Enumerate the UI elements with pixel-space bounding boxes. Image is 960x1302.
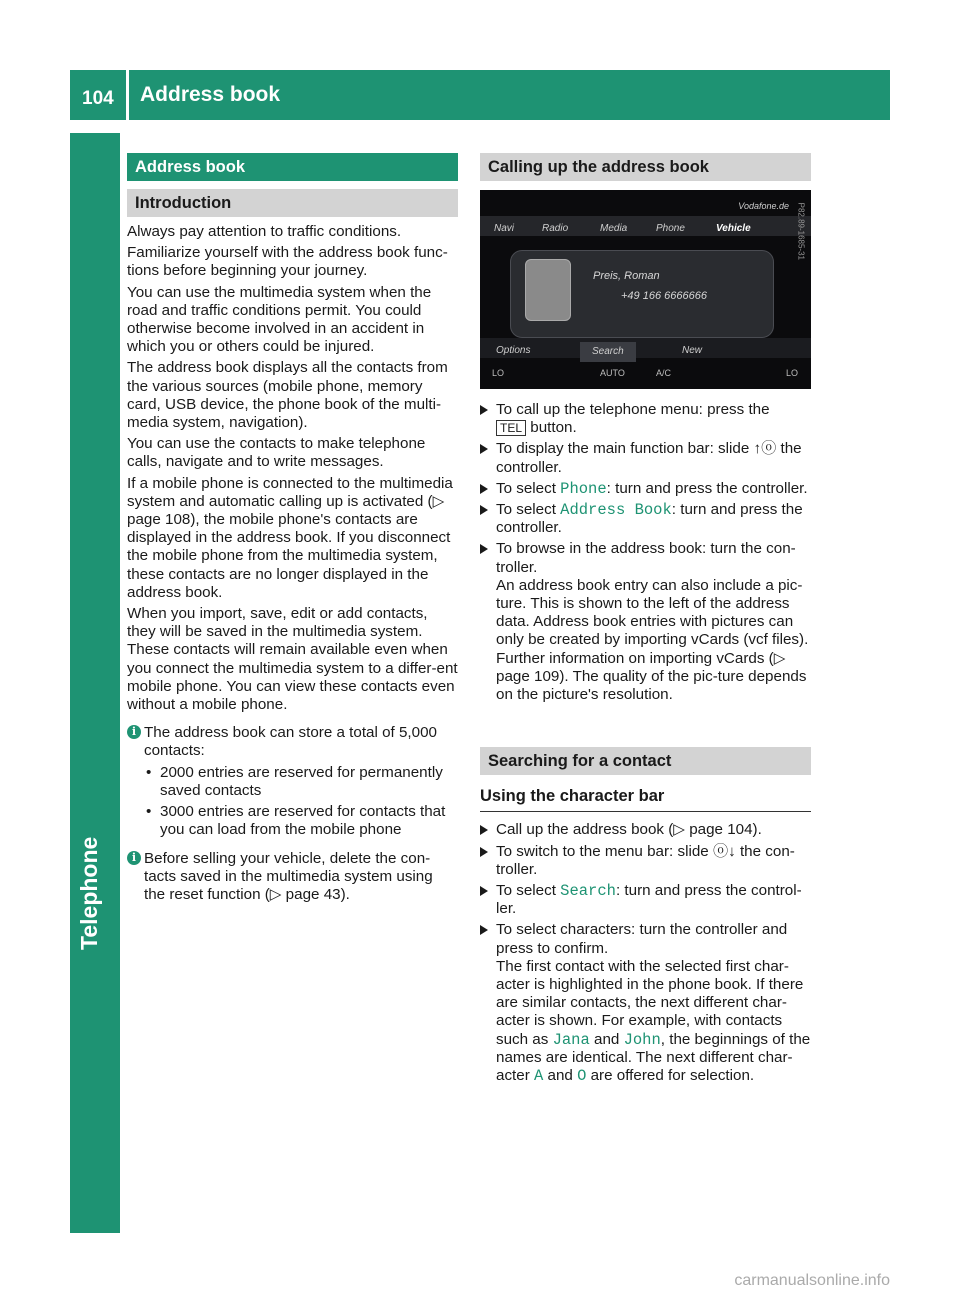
step-arrow-icon [480,484,488,494]
page-header [70,70,890,120]
image-code: P82.89-1685-31 [796,202,805,260]
paragraph: Familiarize yourself with the address book func-tions before beginning your journey. [127,244,448,280]
info-text: Before selling your vehicle, delete the con-tacts saved in the multimedia system using the reset function (▷ page 43). [144,849,433,903]
right-column [480,153,811,1088]
step-arrow-icon [480,925,488,935]
contact-photo [525,259,571,321]
step-arrow-icon [480,544,488,554]
step-arrow-icon [480,886,488,896]
climate-auto: AUTO [600,368,625,378]
info-note [127,850,458,905]
section-title-address-book: Address book [127,153,458,181]
page-number: 104 [82,88,114,109]
paragraph: You can use the contacts to make telephone calls, navigate and to write messages. [127,435,426,471]
step-item: To select Search: turn and press the control-ler. [480,882,811,918]
step-list-calling [480,401,811,704]
left-column [127,153,458,907]
info-icon: i [127,725,141,739]
menu-new: New [682,345,703,356]
paragraph: If a mobile phone is connected to the multimedia system and automatic calling up is activated (▷ page 108), the mobile phone's contacts are displayed in the address book. If you disconnect the mobile phone from the multimedia system, these contacts are no longer displayed in the address book. [127,474,453,601]
contact-number: +49 166 6666666 [621,290,707,302]
status-text: Vodafone.de [738,201,789,211]
watermark: carmanualsonline.info [734,1272,890,1289]
step-arrow-icon [480,825,488,835]
climate-left-temp: LO [492,368,505,378]
paragraph: Always pay attention to traffic conditions. [127,223,402,240]
list-item: • 3000 entries are reserved for contacts that you can load from the mobile phone [144,803,458,839]
info-note [127,724,458,760]
step-arrow-icon [480,405,488,415]
info-text: The address book can store a total of 5,000 contacts: [144,724,437,760]
step-arrow-icon [480,505,488,515]
chapter-label-text: Telephone [76,836,102,950]
section-title-searching: Searching for a contact [480,747,811,775]
paragraph: You can use the multimedia system when the road and traffic conditions permit. You could otherwise become involved in an accident in which you or others could be injured. [127,283,432,356]
header-title: Address book [140,83,281,106]
climate-bar [480,362,811,382]
step-arrow-icon [480,444,488,454]
paragraph: The address book displays all the contacts from the various sources (mobile phone, memory card, USB device, the phone book of the multi-media system, navigation). [127,359,448,432]
climate-ac: A/C [656,368,672,378]
step-item: To browse in the address book: turn the con-troller. An address book entry can also include a pic-ture. This is shown to the left of the address data. Address book entries with pictures can only be created by importing vCards (vcf files). Further information on importing vCards (▷ page 109). The quality of the pic-ture depends on the picture's resolution. [480,540,811,704]
step-item: To display the main function bar: slide ↑ⓞ the controller. [480,440,811,476]
climate-right-temp: LO [786,368,799,378]
section-title-calling-up: Calling up the address book [480,153,811,181]
menu-item-phone: Phone [656,223,685,234]
paragraph: When you import, save, edit or add contacts, they will be saved in the multimedia system. These contacts will remain available even when you connect the multimedia system to a differ-ent mobile phone. You can view these contacts even without a mobile phone. [127,605,458,714]
list-item: • 2000 entries are reserved for permanently saved contacts [144,764,458,800]
menu-item-navi: Navi [494,223,515,234]
header-divider [126,70,129,120]
step-arrow-icon [480,847,488,857]
menu-item-media: Media [600,223,628,234]
contact-name: Preis, Roman [593,270,660,282]
step-item: To call up the telephone menu: press the TEL button. [480,401,811,437]
menu-item-radio: Radio [542,223,569,234]
step-list-search [480,821,811,1085]
address-book-menu-bar [480,338,811,358]
menu-options: Options [496,345,531,356]
step-item: To select characters: turn the controller and press to confirm. The first contact with the selected first char-acter is highlighted in the phone book. If there are similar contacts, the next different char-acter is shown. For example, with contacts such as Jana and John, the beginnings of the names are identical. The next different char-acter A and O are offered for selection. [480,921,811,1085]
menu-item-vehicle: Vehicle [716,223,751,234]
chapter-tab [70,133,120,1233]
subsection-title-introduction: Introduction [127,189,458,217]
info-icon: i [127,851,141,865]
multimedia-screenshot [480,190,811,389]
bullet-list [127,764,458,840]
tel-key: TEL [496,420,526,436]
main-function-bar [480,216,811,236]
step-item: To switch to the menu bar: slide ⓞ↓ the con-troller. [480,843,811,879]
subsection-title-character-bar: Using the character bar [480,787,811,812]
contact-card [510,250,774,338]
step-item: Call up the address book (▷ page 104). [480,821,811,839]
chapter-label [76,836,116,960]
step-item: To select Phone: turn and press the controller. [480,480,811,498]
step-item: To select Address Book: turn and press the controller. [480,501,811,537]
menu-search: Search [580,342,636,362]
